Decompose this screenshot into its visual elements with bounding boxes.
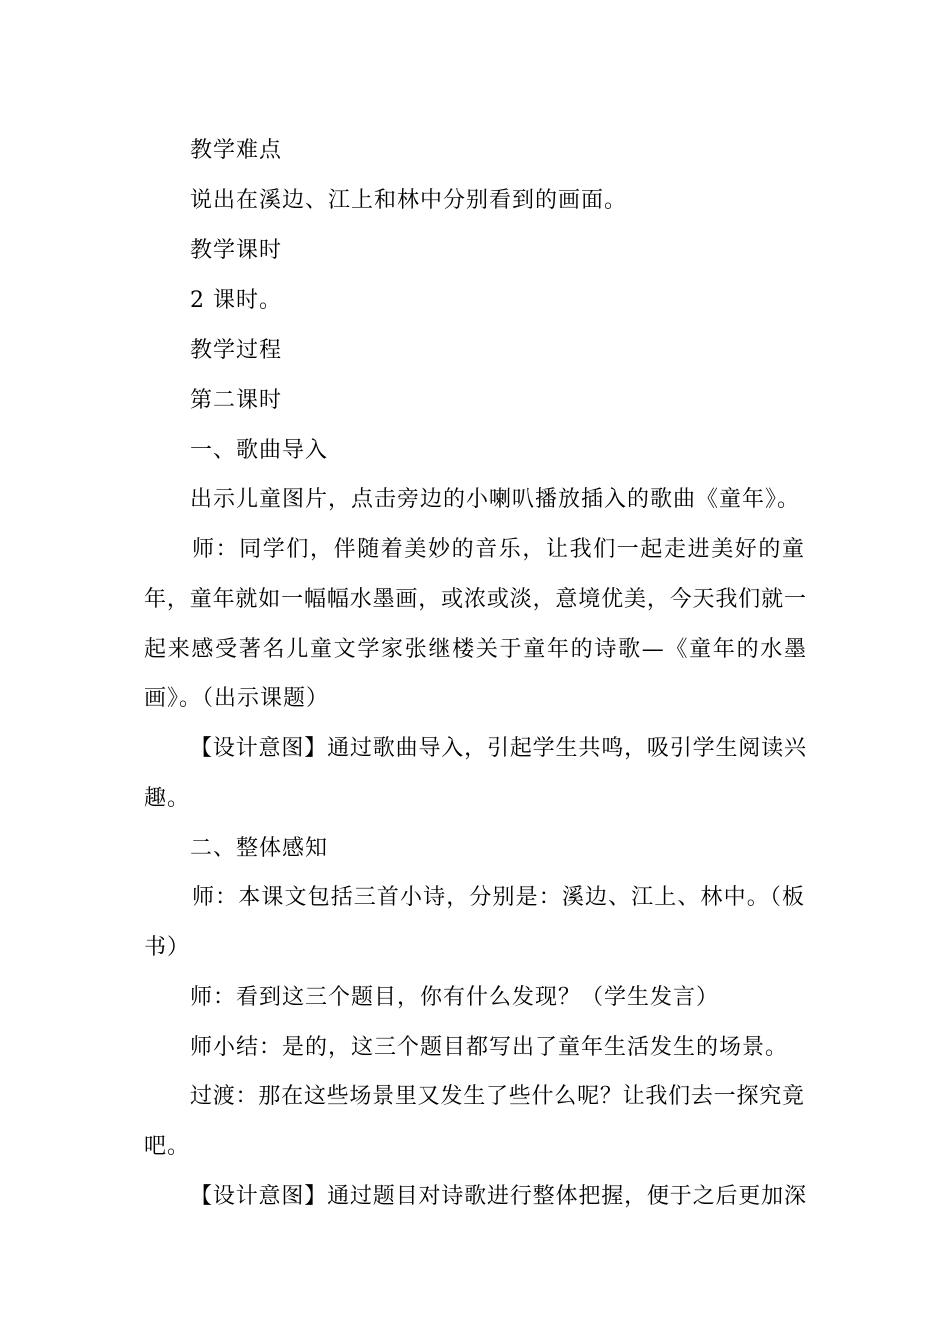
paragraph-teacher-intro-line3: 起来感受著名儿童文学家张继楼关于童年的诗歌—《童年的水墨 — [144, 637, 806, 662]
heading-teaching-process: 教学过程 — [190, 338, 283, 363]
paragraph-hours-content: 2 课时。 — [190, 288, 282, 313]
paragraph-show-picture: 出示儿童图片，点击旁边的小喇叭播放插入的歌曲《童年》。 — [190, 487, 801, 512]
paragraph-transition-line1: 过渡：那在这些场景里又发生了些什么呢？让我们去一探究竟 — [190, 1084, 804, 1109]
paragraph-teacher-question: 师：看到这三个题目，你有什么发现？（学生发言） — [190, 985, 720, 1010]
heading-second-lesson: 第二课时 — [190, 388, 283, 413]
paragraph-teacher-intro-line1: 师：同学们，伴随着美妙的音乐，让我们一起走进美好的童 — [192, 537, 804, 562]
paragraph-teacher-summary: 师小结：是的，这三个题目都写出了童年生活发生的场景。 — [190, 1035, 789, 1060]
paragraph-teacher-intro-line4: 画》。（出示课题） — [144, 686, 330, 711]
heading-overall-perception: 二、整体感知 — [190, 836, 329, 861]
heading-teaching-hours: 教学课时 — [190, 238, 283, 263]
heading-teaching-difficulty: 教学难点 — [190, 138, 283, 163]
heading-song-intro: 一、歌曲导入 — [190, 438, 329, 463]
paragraph-difficulty-content: 说出在溪边、江上和林中分别看到的画面。 — [190, 188, 628, 213]
paragraph-teacher-intro-line2: 年，童年就如一幅幅水墨画，或浓或淡，意境优美，今天我们就一 — [144, 587, 806, 612]
paragraph-three-poems-line2: 书） — [144, 935, 191, 960]
paragraph-three-poems-line1: 师：本课文包括三首小诗，分别是：溪边、江上、林中。（板 — [192, 885, 804, 910]
paragraph-design-intent-2-line1: 【设计意图】通过题目对诗歌进行整体把握，便于之后更加深 — [190, 1184, 806, 1209]
paragraph-transition-line2: 吧。 — [144, 1134, 191, 1159]
paragraph-design-intent-1-line1: 【设计意图】通过歌曲导入，引起学生共鸣，吸引学生阅读兴 — [190, 736, 806, 761]
paragraph-design-intent-1-line2: 趣。 — [144, 786, 191, 811]
